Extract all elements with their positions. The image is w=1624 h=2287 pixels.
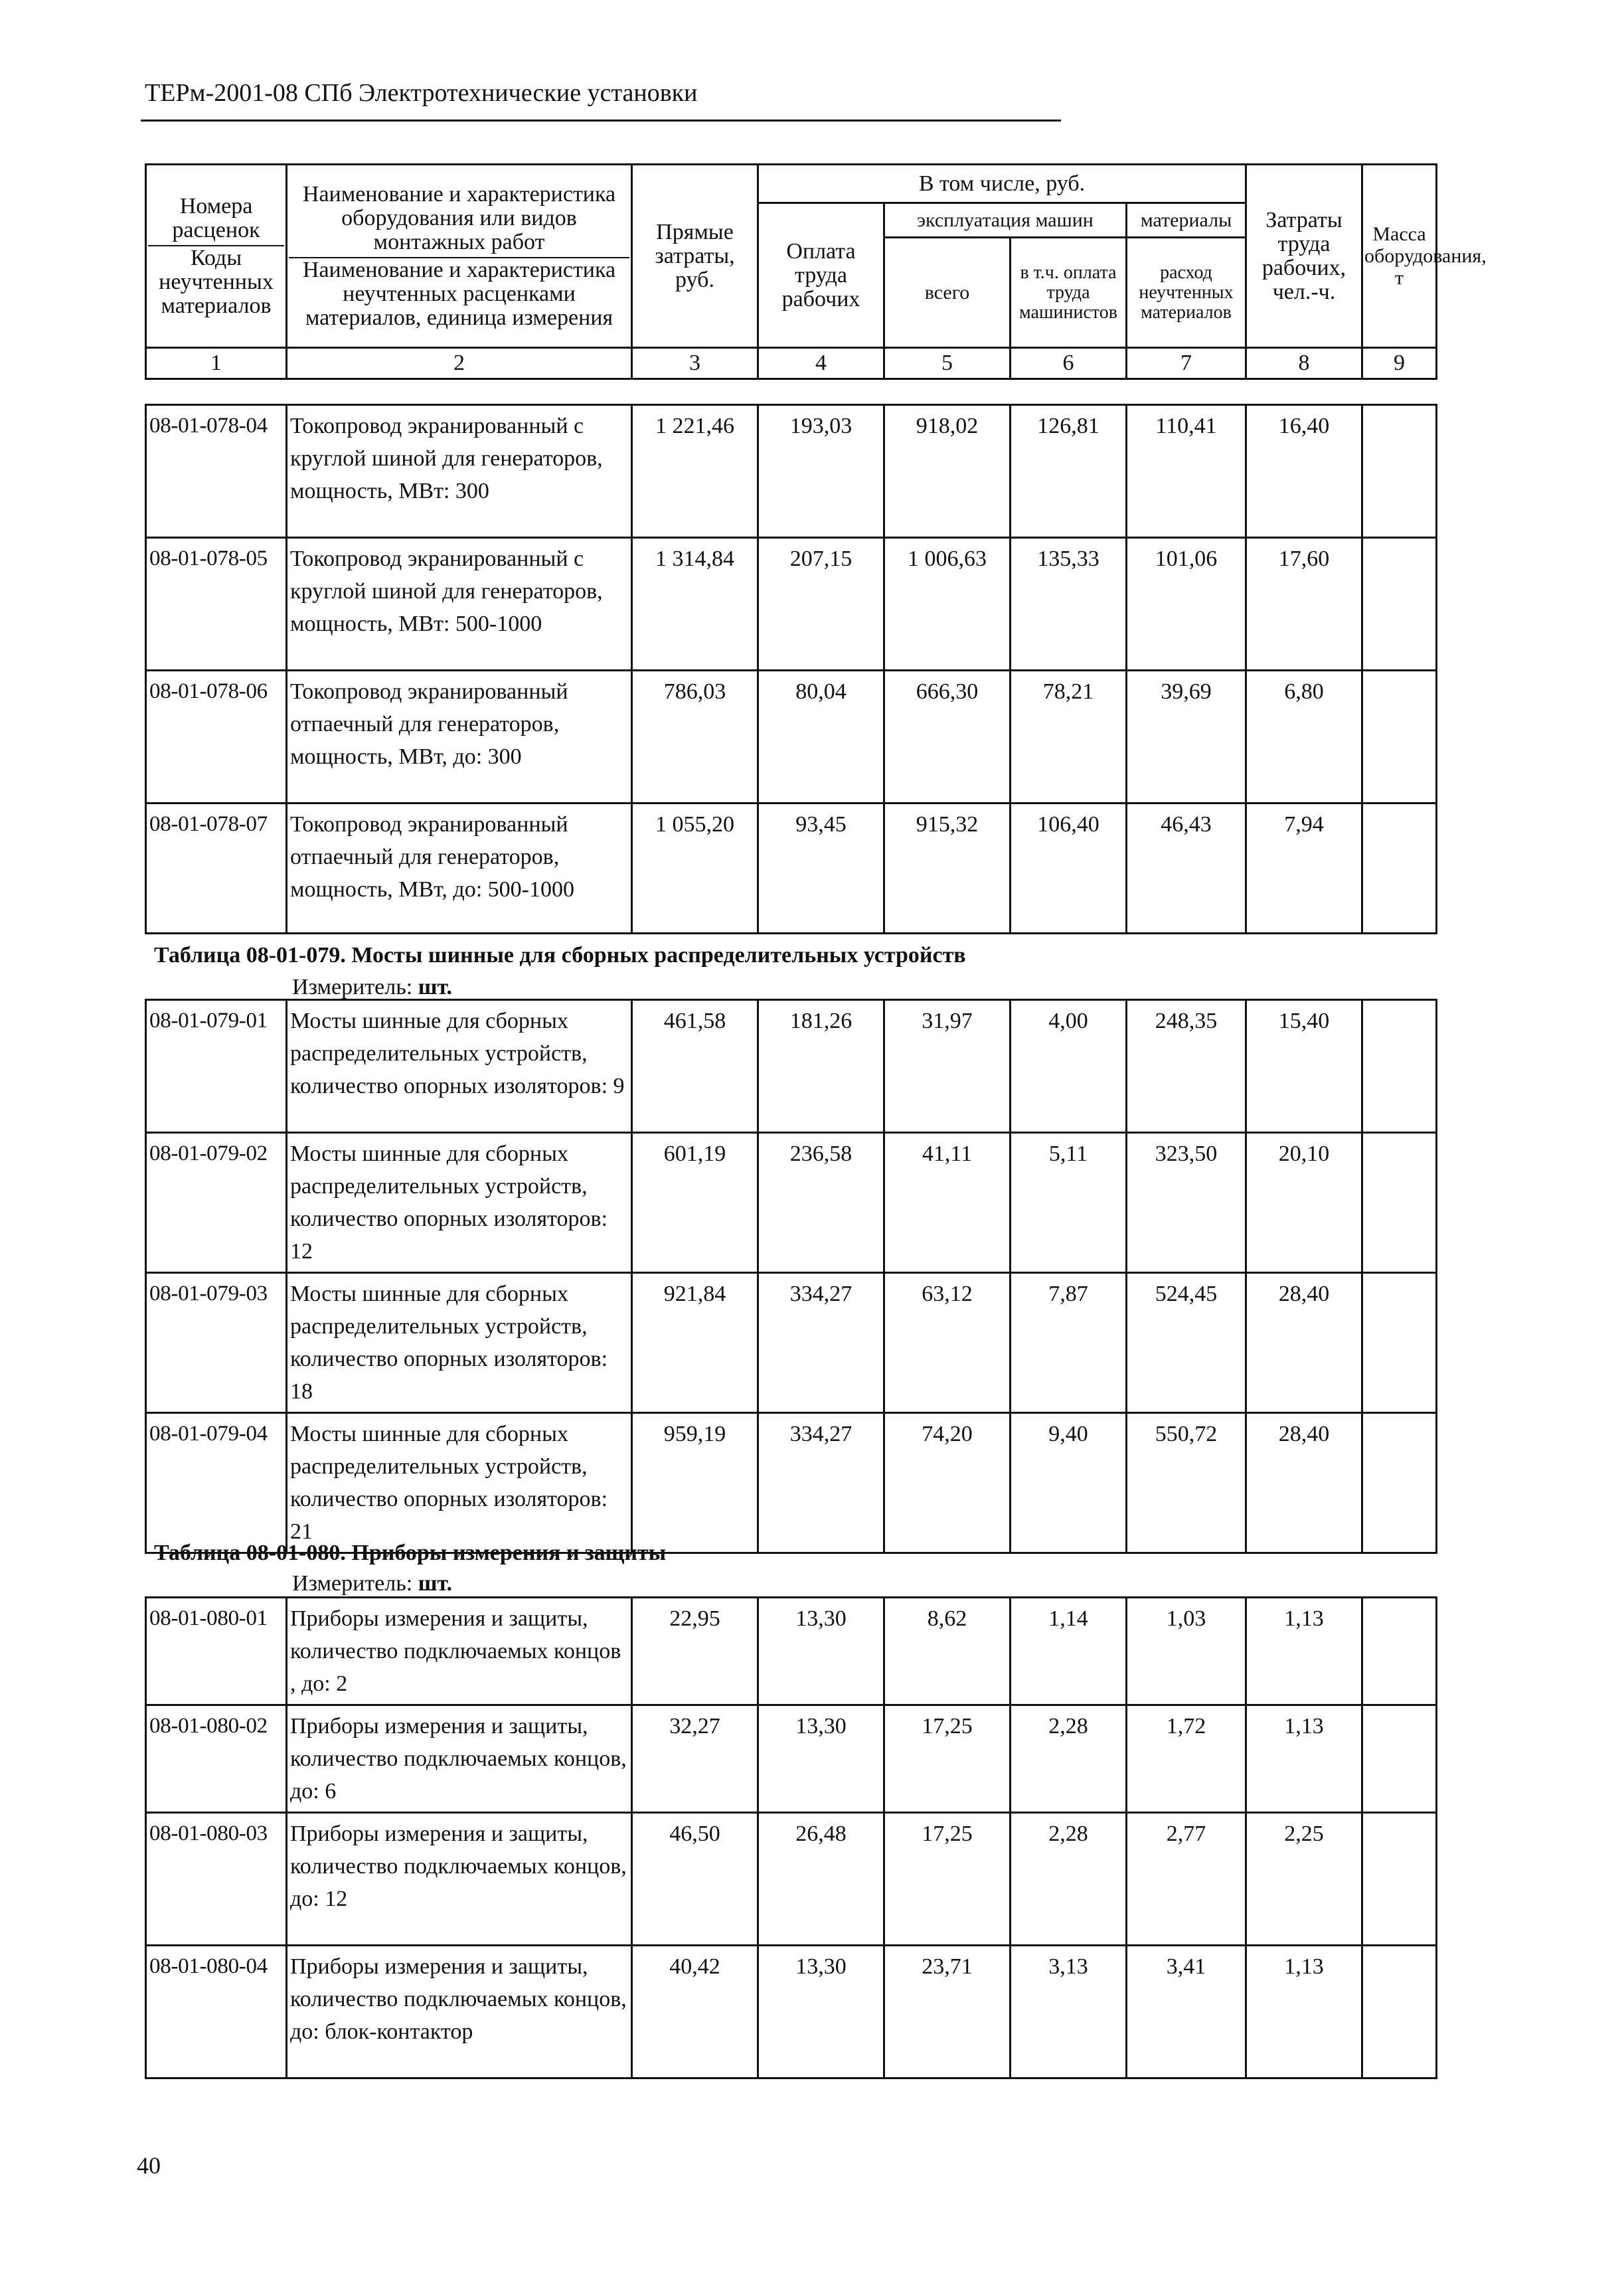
unit-value: шт.: [418, 975, 453, 999]
row-labor-hours: 7,94: [1246, 804, 1362, 934]
row-direct-costs: 40,42: [632, 1946, 758, 2078]
table-row: [146, 1598, 1437, 1705]
header-number-3: 3: [632, 348, 758, 379]
table-row: [146, 1946, 1437, 2078]
header-col-unaccounted-materials: расход неучтенных материалов: [1127, 238, 1246, 348]
row-materials: 101,06: [1127, 538, 1246, 671]
page-header-title: ТЕРм-2001-08 СПб Электротехнические установки: [145, 79, 698, 107]
table-08-01-078: [145, 404, 1437, 934]
table-row: [146, 1000, 1437, 1133]
row-direct-costs: 32,27: [632, 1705, 758, 1813]
row-code: 08-01-079-02: [146, 1133, 287, 1273]
header-col-code: [146, 165, 287, 348]
row-machinist-pay: 3,13: [1011, 1946, 1127, 2078]
row-materials: 1,03: [1127, 1598, 1246, 1705]
table-row: [146, 1133, 1437, 1273]
row-labor-hours: 1,13: [1246, 1705, 1362, 1813]
table-080-unit: [292, 1571, 452, 1596]
row-materials: 3,41: [1127, 1946, 1246, 2078]
row-mass: [1362, 1813, 1437, 1946]
header-group-materials: материалы: [1127, 203, 1246, 238]
row-machines-total: 918,02: [884, 405, 1011, 538]
row-machines-total: 41,11: [884, 1133, 1011, 1273]
column-header-table: [145, 163, 1487, 380]
row-machinist-pay: 9,40: [1011, 1413, 1127, 1553]
table-079-unit: [292, 975, 452, 1000]
row-machinist-pay: 1,14: [1011, 1598, 1127, 1705]
table-row: [146, 671, 1437, 804]
row-mass: [1362, 538, 1437, 671]
header-col-direct-costs: Прямые затраты, руб.: [632, 165, 758, 348]
row-name: Приборы измерения и защиты, количество подключаемых концов, до: блок-контактор: [287, 1946, 632, 2078]
row-machinist-pay: 106,40: [1011, 804, 1127, 934]
row-name: Токопровод экранированный отпаечный для генераторов, мощность, МВт, до: 500-1000: [287, 804, 632, 934]
row-machinist-pay: 2,28: [1011, 1705, 1127, 1813]
row-materials: 46,43: [1127, 804, 1246, 934]
row-labor-hours: 6,80: [1246, 671, 1362, 804]
page-number: 40: [137, 2152, 161, 2179]
table-079-caption: Таблица 08-01-079. Мосты шинные для сборных распределительных устройств: [154, 943, 966, 968]
row-machinist-pay: 78,21: [1011, 671, 1127, 804]
row-materials: 39,69: [1127, 671, 1246, 804]
row-labor-pay: 80,04: [758, 671, 884, 804]
table-row: [146, 405, 1437, 538]
row-materials: 110,41: [1127, 405, 1246, 538]
row-materials: 248,35: [1127, 1000, 1246, 1133]
row-mass: [1362, 1413, 1437, 1553]
row-materials: 1,72: [1127, 1705, 1246, 1813]
row-machinist-pay: 126,81: [1011, 405, 1127, 538]
row-direct-costs: 1 221,46: [632, 405, 758, 538]
row-labor-hours: 28,40: [1246, 1273, 1362, 1413]
row-labor-pay: 236,58: [758, 1133, 884, 1273]
table-row: [146, 804, 1437, 934]
row-labor-pay: 13,30: [758, 1705, 884, 1813]
header-col-equipment-mass: Масса оборудования, т: [1362, 165, 1437, 348]
row-machinist-pay: 5,11: [1011, 1133, 1127, 1273]
row-machines-total: 1 006,63: [884, 538, 1011, 671]
table-08-01-080: [145, 1596, 1437, 2079]
row-labor-pay: 13,30: [758, 1598, 884, 1705]
row-labor-pay: 193,03: [758, 405, 884, 538]
row-direct-costs: 786,03: [632, 671, 758, 804]
row-materials: 524,45: [1127, 1273, 1246, 1413]
row-name: Токопровод экранированный с круглой шиной для генераторов, мощность, МВт: 500-1000: [287, 538, 632, 671]
row-name: Приборы измерения и защиты, количество подключаемых концов, до: 6: [287, 1705, 632, 1813]
row-code: 08-01-080-01: [146, 1598, 287, 1705]
header-col-machinist-pay: в т.ч. оплата труда машинистов: [1011, 238, 1127, 348]
header-col-labor-hours: Затраты труда рабочих, чел.-ч.: [1246, 165, 1362, 348]
row-name: Токопровод экранированный с круглой шиной для генераторов, мощность, МВт: 300: [287, 405, 632, 538]
row-direct-costs: 601,19: [632, 1133, 758, 1273]
row-code: 08-01-080-02: [146, 1705, 287, 1813]
header-number-5: 5: [884, 348, 1011, 379]
row-labor-hours: 1,13: [1246, 1946, 1362, 2078]
row-labor-hours: 28,40: [1246, 1413, 1362, 1553]
row-name: Мосты шинные для сборных распределительных устройств, количество опорных изоляторов: 18: [287, 1273, 632, 1413]
header-number-7: 7: [1127, 348, 1246, 379]
row-name: Приборы измерения и защиты, количество подключаемых концов , до: 2: [287, 1598, 632, 1705]
header-col-name: [287, 165, 632, 348]
row-name: Токопровод экранированный отпаечный для генераторов, мощность, МВт, до: 300: [287, 671, 632, 804]
row-labor-hours: 17,60: [1246, 538, 1362, 671]
row-code: 08-01-078-05: [146, 538, 287, 671]
row-labor-pay: 93,45: [758, 804, 884, 934]
table-row: [146, 1705, 1437, 1813]
row-materials: 323,50: [1127, 1133, 1246, 1273]
row-machinist-pay: 4,00: [1011, 1000, 1127, 1133]
row-labor-hours: 16,40: [1246, 405, 1362, 538]
header-number-2: 2: [287, 348, 632, 379]
row-direct-costs: 46,50: [632, 1813, 758, 1946]
header-number-8: 8: [1246, 348, 1362, 379]
unit-label: Измеритель:: [292, 975, 413, 999]
row-machinist-pay: 2,28: [1011, 1813, 1127, 1946]
row-machines-total: 31,97: [884, 1000, 1011, 1133]
row-labor-pay: 207,15: [758, 538, 884, 671]
header-code-top: Номера расценок: [148, 195, 284, 246]
row-mass: [1362, 1598, 1437, 1705]
row-machines-total: 8,62: [884, 1598, 1011, 1705]
header-number-4: 4: [758, 348, 884, 379]
unit-label: Измеритель:: [292, 1571, 413, 1596]
table-row: [146, 1413, 1437, 1553]
header-rule: [141, 120, 1061, 122]
row-mass: [1362, 1946, 1437, 2078]
row-code: 08-01-078-04: [146, 405, 287, 538]
row-machinist-pay: 7,87: [1011, 1273, 1127, 1413]
row-labor-pay: 334,27: [758, 1273, 884, 1413]
row-name: Мосты шинные для сборных распределительных устройств, количество опорных изоляторов: 12: [287, 1133, 632, 1273]
row-code: 08-01-078-06: [146, 671, 287, 804]
row-code: 08-01-079-04: [146, 1413, 287, 1553]
row-labor-hours: 2,25: [1246, 1813, 1362, 1946]
table-row: [146, 538, 1437, 671]
header-col-labor-pay: Оплата труда рабочих: [758, 203, 884, 348]
row-machines-total: 666,30: [884, 671, 1011, 804]
row-mass: [1362, 671, 1437, 804]
row-code: 08-01-079-03: [146, 1273, 287, 1413]
row-mass: [1362, 1705, 1437, 1813]
row-machines-total: 63,12: [884, 1273, 1011, 1413]
row-mass: [1362, 405, 1437, 538]
row-machinist-pay: 135,33: [1011, 538, 1127, 671]
row-labor-pay: 26,48: [758, 1813, 884, 1946]
header-name-bottom: Наименование и характеристика неучтенных расценками материалов, единица измерения: [302, 257, 616, 330]
table-080-caption: Таблица 08-01-080. Приборы измерения и защиты: [154, 1541, 667, 1565]
table-08-01-079: [145, 999, 1437, 1554]
header-number-6: 6: [1011, 348, 1127, 379]
header-name-top: Наименование и характеристика оборудования или видов монтажных работ: [289, 183, 629, 258]
row-name: Приборы измерения и защиты, количество подключаемых концов, до: 12: [287, 1813, 632, 1946]
header-number-1: 1: [146, 348, 287, 379]
row-mass: [1362, 1273, 1437, 1413]
row-labor-hours: 15,40: [1246, 1000, 1362, 1133]
header-group-including: В том числе, руб.: [758, 165, 1246, 203]
header-group-machines: эксплуатация машин: [884, 203, 1127, 238]
row-direct-costs: 921,84: [632, 1273, 758, 1413]
row-machines-total: 915,32: [884, 804, 1011, 934]
row-code: 08-01-079-01: [146, 1000, 287, 1133]
row-labor-pay: 334,27: [758, 1413, 884, 1553]
row-direct-costs: 461,58: [632, 1000, 758, 1133]
row-labor-pay: 13,30: [758, 1946, 884, 2078]
row-machines-total: 17,25: [884, 1705, 1011, 1813]
row-materials: 2,77: [1127, 1813, 1246, 1946]
row-direct-costs: 22,95: [632, 1598, 758, 1705]
row-labor-hours: 20,10: [1246, 1133, 1362, 1273]
unit-value: шт.: [418, 1571, 453, 1596]
row-direct-costs: 959,19: [632, 1413, 758, 1553]
header-code-bottom: Коды неучтенных материалов: [159, 245, 274, 318]
row-machines-total: 23,71: [884, 1946, 1011, 2078]
row-mass: [1362, 1000, 1437, 1133]
row-name: Мосты шинные для сборных распределительных устройств, количество опорных изоляторов: 9: [287, 1000, 632, 1133]
header-col-machines-total: всего: [884, 238, 1011, 348]
row-code: 08-01-078-07: [146, 804, 287, 934]
header-number-9: 9: [1362, 348, 1437, 379]
row-labor-hours: 1,13: [1246, 1598, 1362, 1705]
row-direct-costs: 1 314,84: [632, 538, 758, 671]
row-name: Мосты шинные для сборных распределительных устройств, количество опорных изоляторов: 21: [287, 1413, 632, 1553]
row-machines-total: 74,20: [884, 1413, 1011, 1553]
table-row: [146, 1273, 1437, 1413]
row-materials: 550,72: [1127, 1413, 1246, 1553]
row-mass: [1362, 1133, 1437, 1273]
row-code: 08-01-080-04: [146, 1946, 287, 2078]
row-direct-costs: 1 055,20: [632, 804, 758, 934]
row-labor-pay: 181,26: [758, 1000, 884, 1133]
row-machines-total: 17,25: [884, 1813, 1011, 1946]
row-mass: [1362, 804, 1437, 934]
row-code: 08-01-080-03: [146, 1813, 287, 1946]
table-row: [146, 1813, 1437, 1946]
